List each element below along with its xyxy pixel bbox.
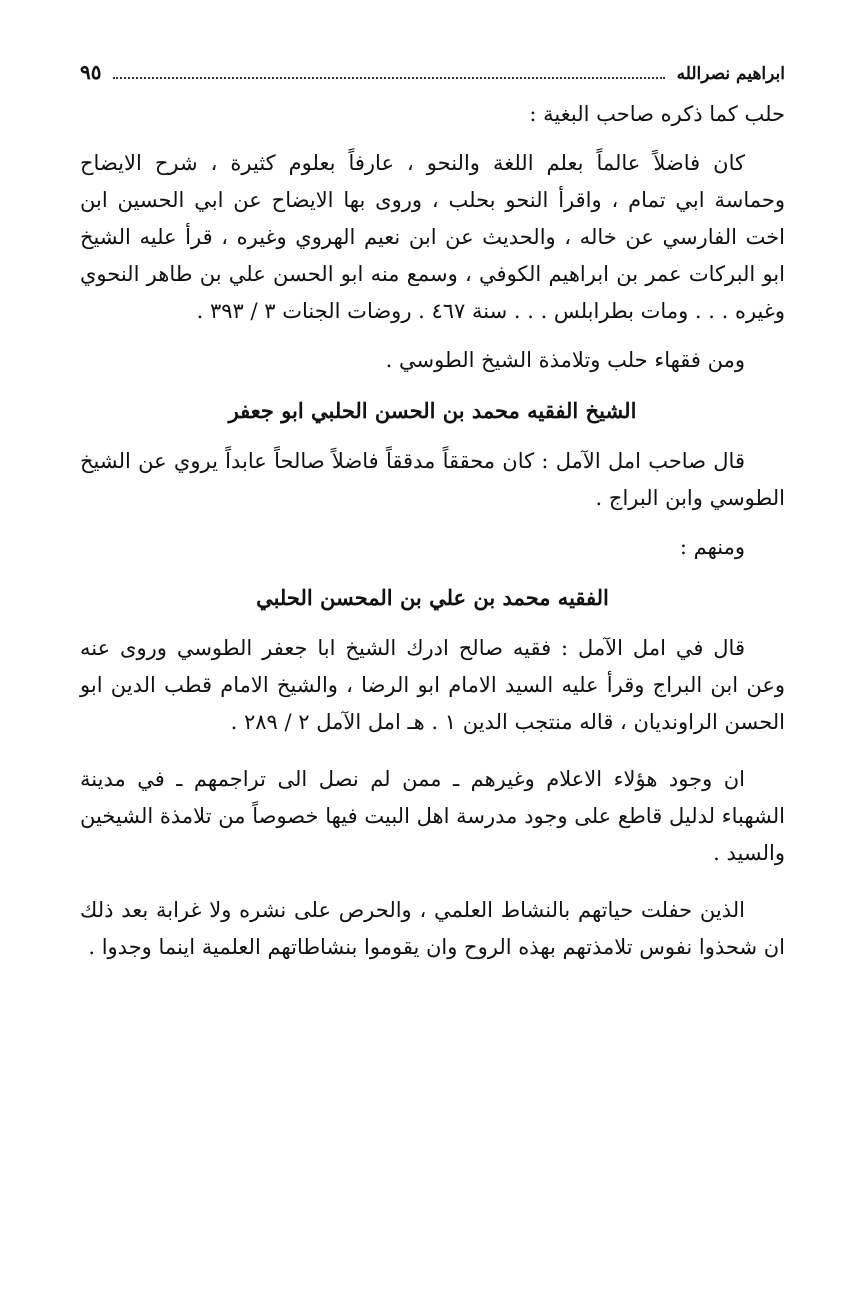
book-page xyxy=(80,60,785,966)
paragraph-continuation: حلب كما ذكره صاحب البغية : xyxy=(529,102,785,126)
paragraph-conclusion-2: الذين حفلت حياتهم بالنشاط العلمي ، والحرص على نشره ولا غرابة بعد ذلك ان شحذوا نفوس تلامذتهم بهذه الروح وان يقوموا بنشاطاتهم العلمية اينما وجدوا . xyxy=(80,898,785,959)
page-number: ٩٥ xyxy=(80,60,102,84)
dotted-leader xyxy=(113,76,664,79)
spacer xyxy=(80,431,785,443)
paragraph-biography: كان فاضلاً عالماً بعلم اللغة والنحو ، عارفاً بعلوم كثيرة ، شرح الايضاح وحماسة ابي تمام ، واقرأ النحو بحلب ، وروى بها الايضاح عن ابي الحسين ابن اخت الفارسي عن خاله ، والحديث عن ابن نعيم الهروي وغيره ، قرأ عليه الشيخ ابو البركات عمر بن ابراهيم الكوفي ، وسمع منه ابو الحسن علي بن طاهر النحوي وغيره . . . ومات بطرابلس . . . سنة ٤٦٧ . روضات الجنات ٣ / ٣٩٣ . xyxy=(80,151,785,323)
spacer xyxy=(80,566,785,578)
spacer xyxy=(80,618,785,630)
running-head-title: ابراهيم نصرالله xyxy=(676,64,785,84)
paragraph-intro-students: ومن فقهاء حلب وتلامذة الشيخ الطوسي . xyxy=(385,348,745,372)
spacer xyxy=(80,330,785,342)
spacer xyxy=(80,379,785,391)
section-heading-2: الفقيه محمد بن علي بن المحسن الحلبي xyxy=(256,585,609,610)
paragraph-amal-quote-2: قال في امل الآمل : فقيه صالح ادرك الشيخ ابا جعفر الطوسي وروى عنه وعن ابن البراج وقرأ عليه السيد الامام ابو الرضا ، والشيخ الامام قطب الدين ابو الحسن الراونديان ، قاله منتجب الدين ١ . هـ امل الآمل ٢ / ٢٨٩ . xyxy=(80,636,785,734)
paragraph-minhum: ومنهم : xyxy=(679,535,745,559)
paragraph-conclusion-1: ان وجود هؤلاء الاعلام وغيرهم ـ ممن لم نصل الى تراجمهم ـ في مدينة الشهباء لدليل قاطع على وجود مدرسة اهل البيت فيها خصوصاً من تلامذة الشيخين والسيد . xyxy=(80,767,785,865)
spacer xyxy=(80,741,785,761)
paragraph-amal-quote-1: قال صاحب امل الآمل : كان محققاً مدققاً فاضلاً صالحاً عابداً يروي عن الشيخ الطوسي وابن البراج . xyxy=(80,449,785,510)
spacer xyxy=(80,133,785,145)
running-head xyxy=(80,60,785,96)
section-heading-1: الشيخ الفقيه محمد بن الحسن الحلبي ابو جعفر xyxy=(228,398,637,423)
spacer xyxy=(80,517,785,529)
spacer xyxy=(80,872,785,892)
